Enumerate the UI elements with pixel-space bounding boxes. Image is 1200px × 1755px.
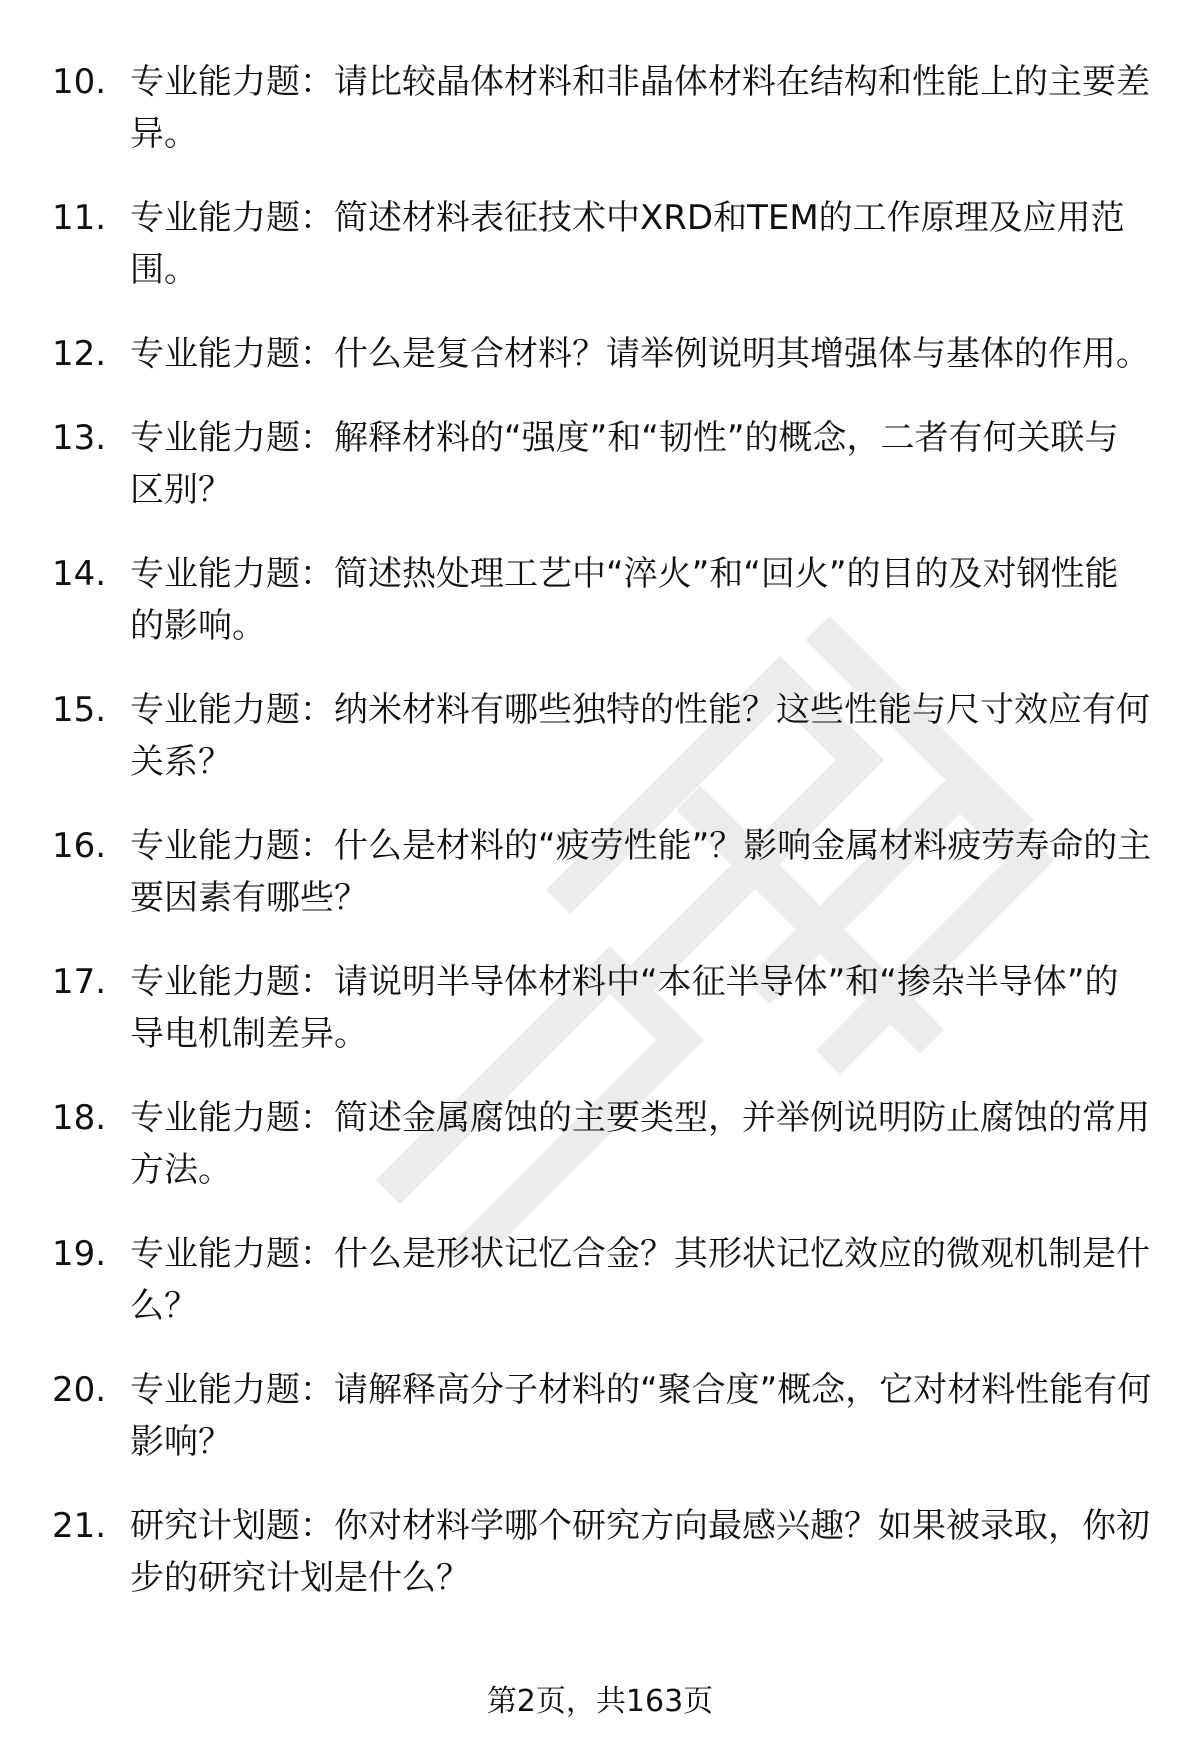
question-item (52, 56, 1152, 160)
question-number: 11. (52, 198, 107, 238)
question-item (52, 1364, 1152, 1468)
question-item (52, 192, 1152, 296)
question-number: 19. (52, 1234, 107, 1274)
question-number: 16. (52, 826, 107, 866)
question-text: 专业能力题：什么是材料的“疲劳性能”？影响金属材料疲劳寿命的主要因素有哪些？ (130, 826, 1152, 918)
question-item (52, 820, 1152, 924)
question-item (52, 328, 1152, 380)
question-text: 专业能力题：解释材料的“强度”和“韧性”的概念，二者有何关联与区别？ (130, 418, 1119, 510)
question-text: 专业能力题：请说明半导体材料中“本征半导体”和“掺杂半导体”的导电机制差异。 (130, 962, 1119, 1054)
question-text: 专业能力题：纳米材料有哪些独特的性能？这些性能与尺寸效应有何关系？ (130, 690, 1150, 782)
question-number: 17. (52, 962, 107, 1002)
question-text: 专业能力题：简述热处理工艺中“淬火”和“回火”的目的及对钢性能的影响。 (130, 554, 1119, 646)
question-item (52, 548, 1152, 652)
question-item (52, 956, 1152, 1060)
question-text: 专业能力题：简述材料表征技术中XRD和TEM的工作原理及应用范围。 (130, 198, 1125, 290)
question-item (52, 1228, 1152, 1332)
question-item (52, 412, 1152, 516)
question-number: 14. (52, 554, 107, 594)
question-text: 专业能力题：简述金属腐蚀的主要类型，并举例说明防止腐蚀的常用方法。 (130, 1098, 1150, 1190)
question-text: 专业能力题：什么是形状记忆合金？其形状记忆效应的微观机制是什么？ (130, 1234, 1150, 1326)
question-text: 专业能力题：什么是复合材料？请举例说明其增强体与基体的作用。 (130, 334, 1150, 374)
question-item (52, 1092, 1152, 1196)
question-number: 13. (52, 418, 107, 458)
question-item (52, 684, 1152, 788)
question-text: 研究计划题：你对材料学哪个研究方向最感兴趣？如果被录取，你初步的研究计划是什么？ (130, 1506, 1150, 1598)
question-text: 专业能力题：请比较晶体材料和非晶体材料在结构和性能上的主要差异。 (130, 62, 1150, 154)
question-number: 10. (52, 62, 107, 102)
question-number: 20. (52, 1370, 107, 1410)
question-number: 12. (52, 334, 107, 374)
question-list (52, 56, 1152, 1636)
page-number: 第2页，共163页 (486, 1684, 714, 1719)
question-item (52, 1500, 1152, 1604)
question-number: 18. (52, 1098, 107, 1138)
question-number: 21. (52, 1506, 107, 1546)
question-number: 15. (52, 690, 107, 730)
question-text: 专业能力题：请解释高分子材料的“聚合度”概念，它对材料性能有何影响？ (130, 1370, 1152, 1462)
